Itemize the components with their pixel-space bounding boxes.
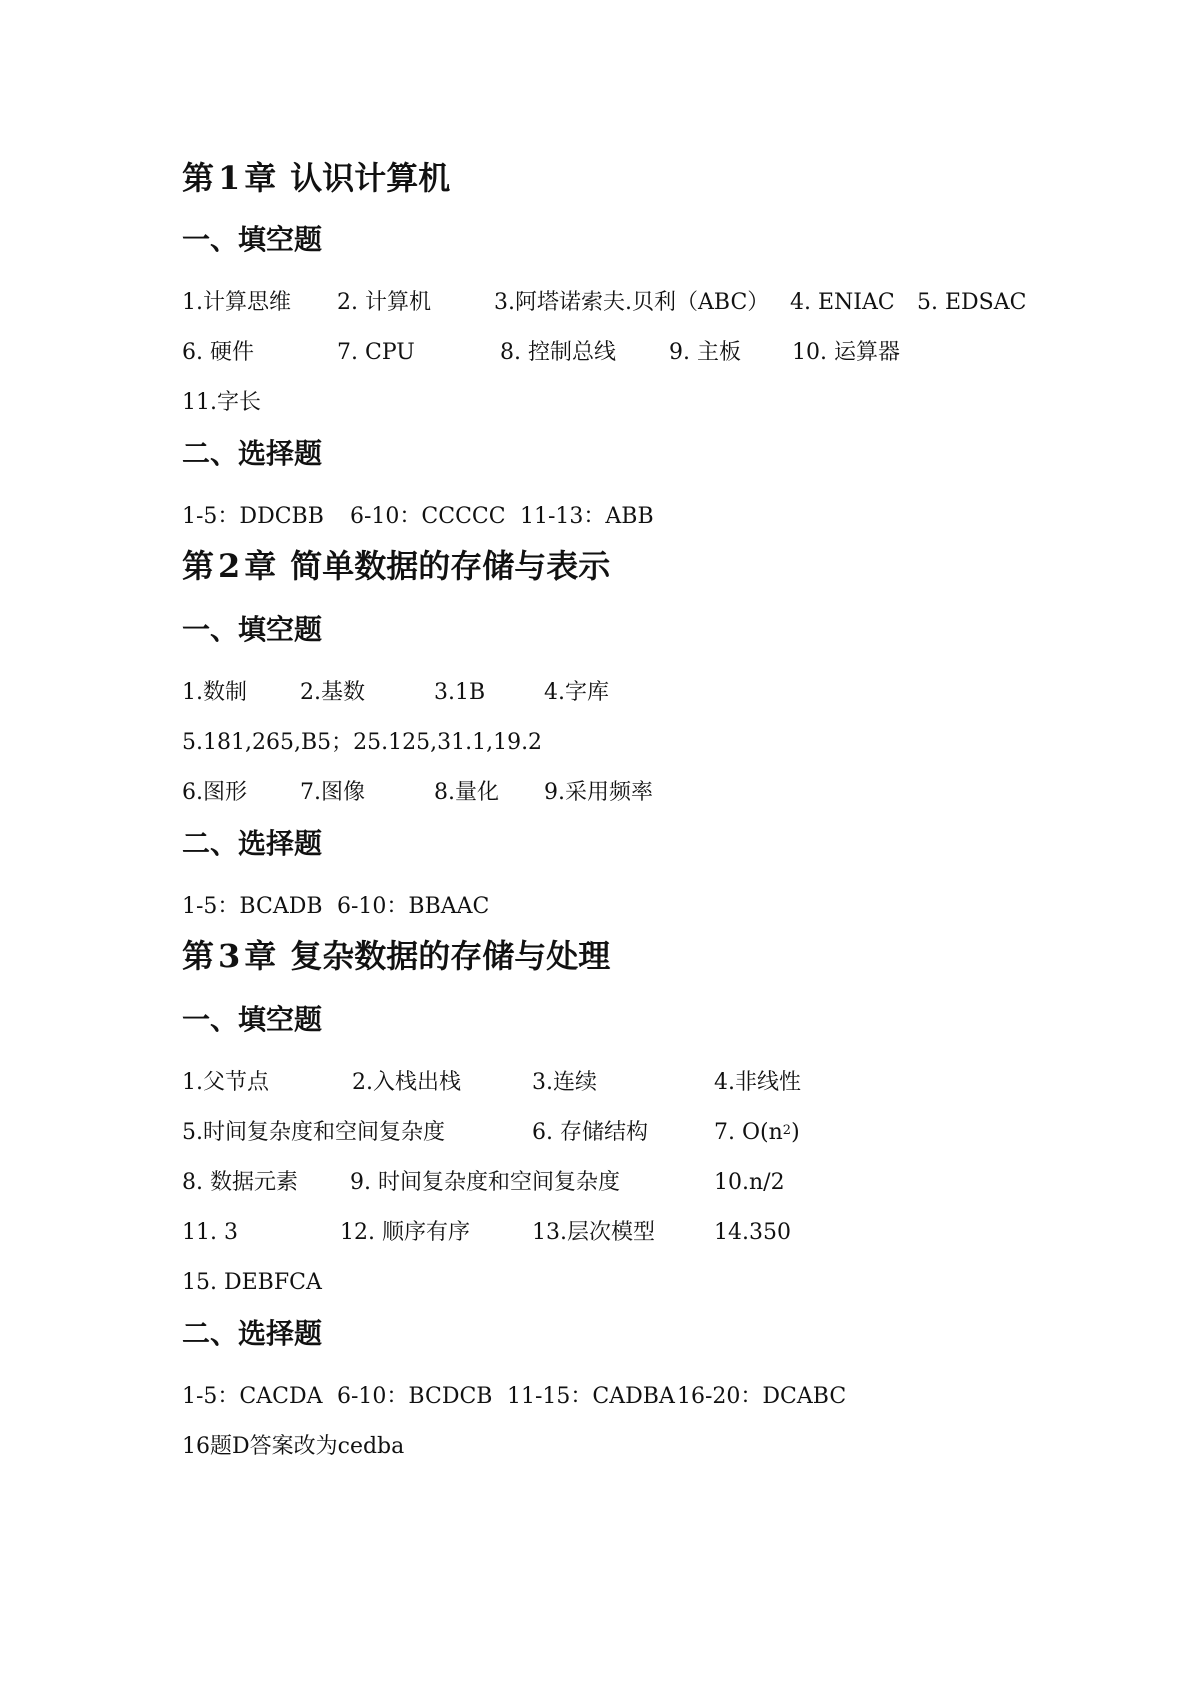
chapter-3-fill-line-4 (182, 1218, 1082, 1248)
chapter-3-title: 第 3 章 复杂数据的存储与处理 (182, 937, 611, 975)
answer-item: 4.非线性 (714, 1070, 801, 1095)
answer-item: 13.层次模型 (532, 1220, 655, 1245)
answer-item: 5.时间复杂度和空间复杂度 (182, 1120, 445, 1145)
answer-item: 1.父节点 (182, 1070, 269, 1095)
answer-item: 5. EDSAC (917, 290, 1027, 315)
chapter-1-choice-line-1 (182, 502, 1082, 532)
answer-item: 11-15：CADBA (507, 1384, 675, 1409)
chapter-1-fill-heading: 一、填空题 (182, 223, 323, 256)
answer-item: 8. 控制总线 (500, 340, 616, 365)
chapter-1-fill-line-2 (182, 338, 1082, 368)
answer-item: 6.图形 (182, 780, 247, 805)
chapter-1-title: 第 1 章 认识计算机 (182, 159, 451, 197)
chapter-1-fill-line-1 (182, 288, 1082, 318)
answer-item: 6. 硬件 (182, 340, 254, 365)
answer-item: 9. 时间复杂度和空间复杂度 (350, 1170, 620, 1195)
answer-item: 2.基数 (300, 680, 365, 705)
answer-text: ) (791, 1120, 800, 1145)
answer-item: 3.阿塔诺索夫.贝利（ABC） (494, 290, 770, 315)
answer-item: 1-5：DDCBB (182, 504, 324, 529)
answer-item: 2.入栈出栈 (352, 1070, 461, 1095)
answer-item: 14.350 (714, 1220, 791, 1245)
answer-item: 8.量化 (434, 780, 499, 805)
answer-item: 1-5：BCADB (182, 894, 323, 919)
chapter-3-fill-line-2 (182, 1118, 1082, 1148)
answer-item: 8. 数据元素 (182, 1170, 298, 1195)
chapter-3-fill-line-1 (182, 1068, 1082, 1098)
answer-item: 10. 运算器 (792, 340, 900, 365)
chapter-3-fill-line-5 (182, 1268, 1082, 1298)
chapter-2-fill-line-2 (182, 728, 1082, 758)
answer-item: 16-20：DCABC (677, 1384, 847, 1409)
answer-item: 11. 3 (182, 1220, 238, 1245)
chapter-2-choice-heading: 二、选择题 (182, 827, 323, 860)
answer-item: 9.采用频率 (544, 780, 653, 805)
answer-item: 1.计算思维 (182, 290, 291, 315)
answer-item: 11-13：ABB (520, 504, 654, 529)
answer-item: 3.连续 (532, 1070, 597, 1095)
answer-item: 6-10：BCDCB (337, 1384, 493, 1409)
answer-item: 5.181,265,B5；25.125,31.1,19.2 (182, 730, 543, 755)
answer-item: 6-10：BBAAC (337, 894, 490, 919)
answer-item: 6-10：CCCCC (350, 504, 506, 529)
chapter-2-title: 第 2 章 简单数据的存储与表示 (182, 547, 611, 585)
answer-item: 12. 顺序有序 (340, 1220, 470, 1245)
answer-item: 3.1B (434, 680, 486, 705)
answer-item: 1.数制 (182, 680, 247, 705)
answer-item: 2. 计算机 (337, 290, 431, 315)
chapter-3-fill-line-3 (182, 1168, 1082, 1198)
chapter-2-fill-line-1 (182, 678, 1082, 708)
answer-item: 6. 存储结构 (532, 1120, 648, 1145)
answer-item: 10.n/2 (714, 1170, 785, 1195)
answer-item: 4.字库 (544, 680, 609, 705)
answer-item: 4. ENIAC (790, 290, 895, 315)
answer-item: 7.图像 (300, 780, 365, 805)
superscript: 2 (782, 1123, 792, 1138)
chapter-3-choice-line-1 (182, 1382, 1082, 1412)
answer-text: 7. O(n (714, 1120, 783, 1145)
chapter-3-choice-line-2 (182, 1432, 1082, 1462)
answer-item: 9. 主板 (669, 340, 741, 365)
chapter-3-choice-heading: 二、选择题 (182, 1317, 323, 1350)
chapter-2-choice-line-1 (182, 892, 1082, 922)
chapter-1-fill-line-3 (182, 388, 1082, 418)
answer-item: 15. DEBFCA (182, 1270, 322, 1295)
answer-item: 7. CPU (337, 340, 415, 365)
answer-item: 11.字长 (182, 390, 261, 415)
chapter-1-choice-heading: 二、选择题 (182, 437, 323, 470)
chapter-2-fill-line-3 (182, 778, 1082, 808)
chapter-3-fill-heading: 一、填空题 (182, 1003, 323, 1036)
chapter-2-fill-heading: 一、填空题 (182, 613, 323, 646)
answer-item (714, 1118, 800, 1148)
answer-item: 1-5：CACDA (182, 1384, 323, 1409)
answer-item: 16题D答案改为cedba (182, 1434, 405, 1459)
